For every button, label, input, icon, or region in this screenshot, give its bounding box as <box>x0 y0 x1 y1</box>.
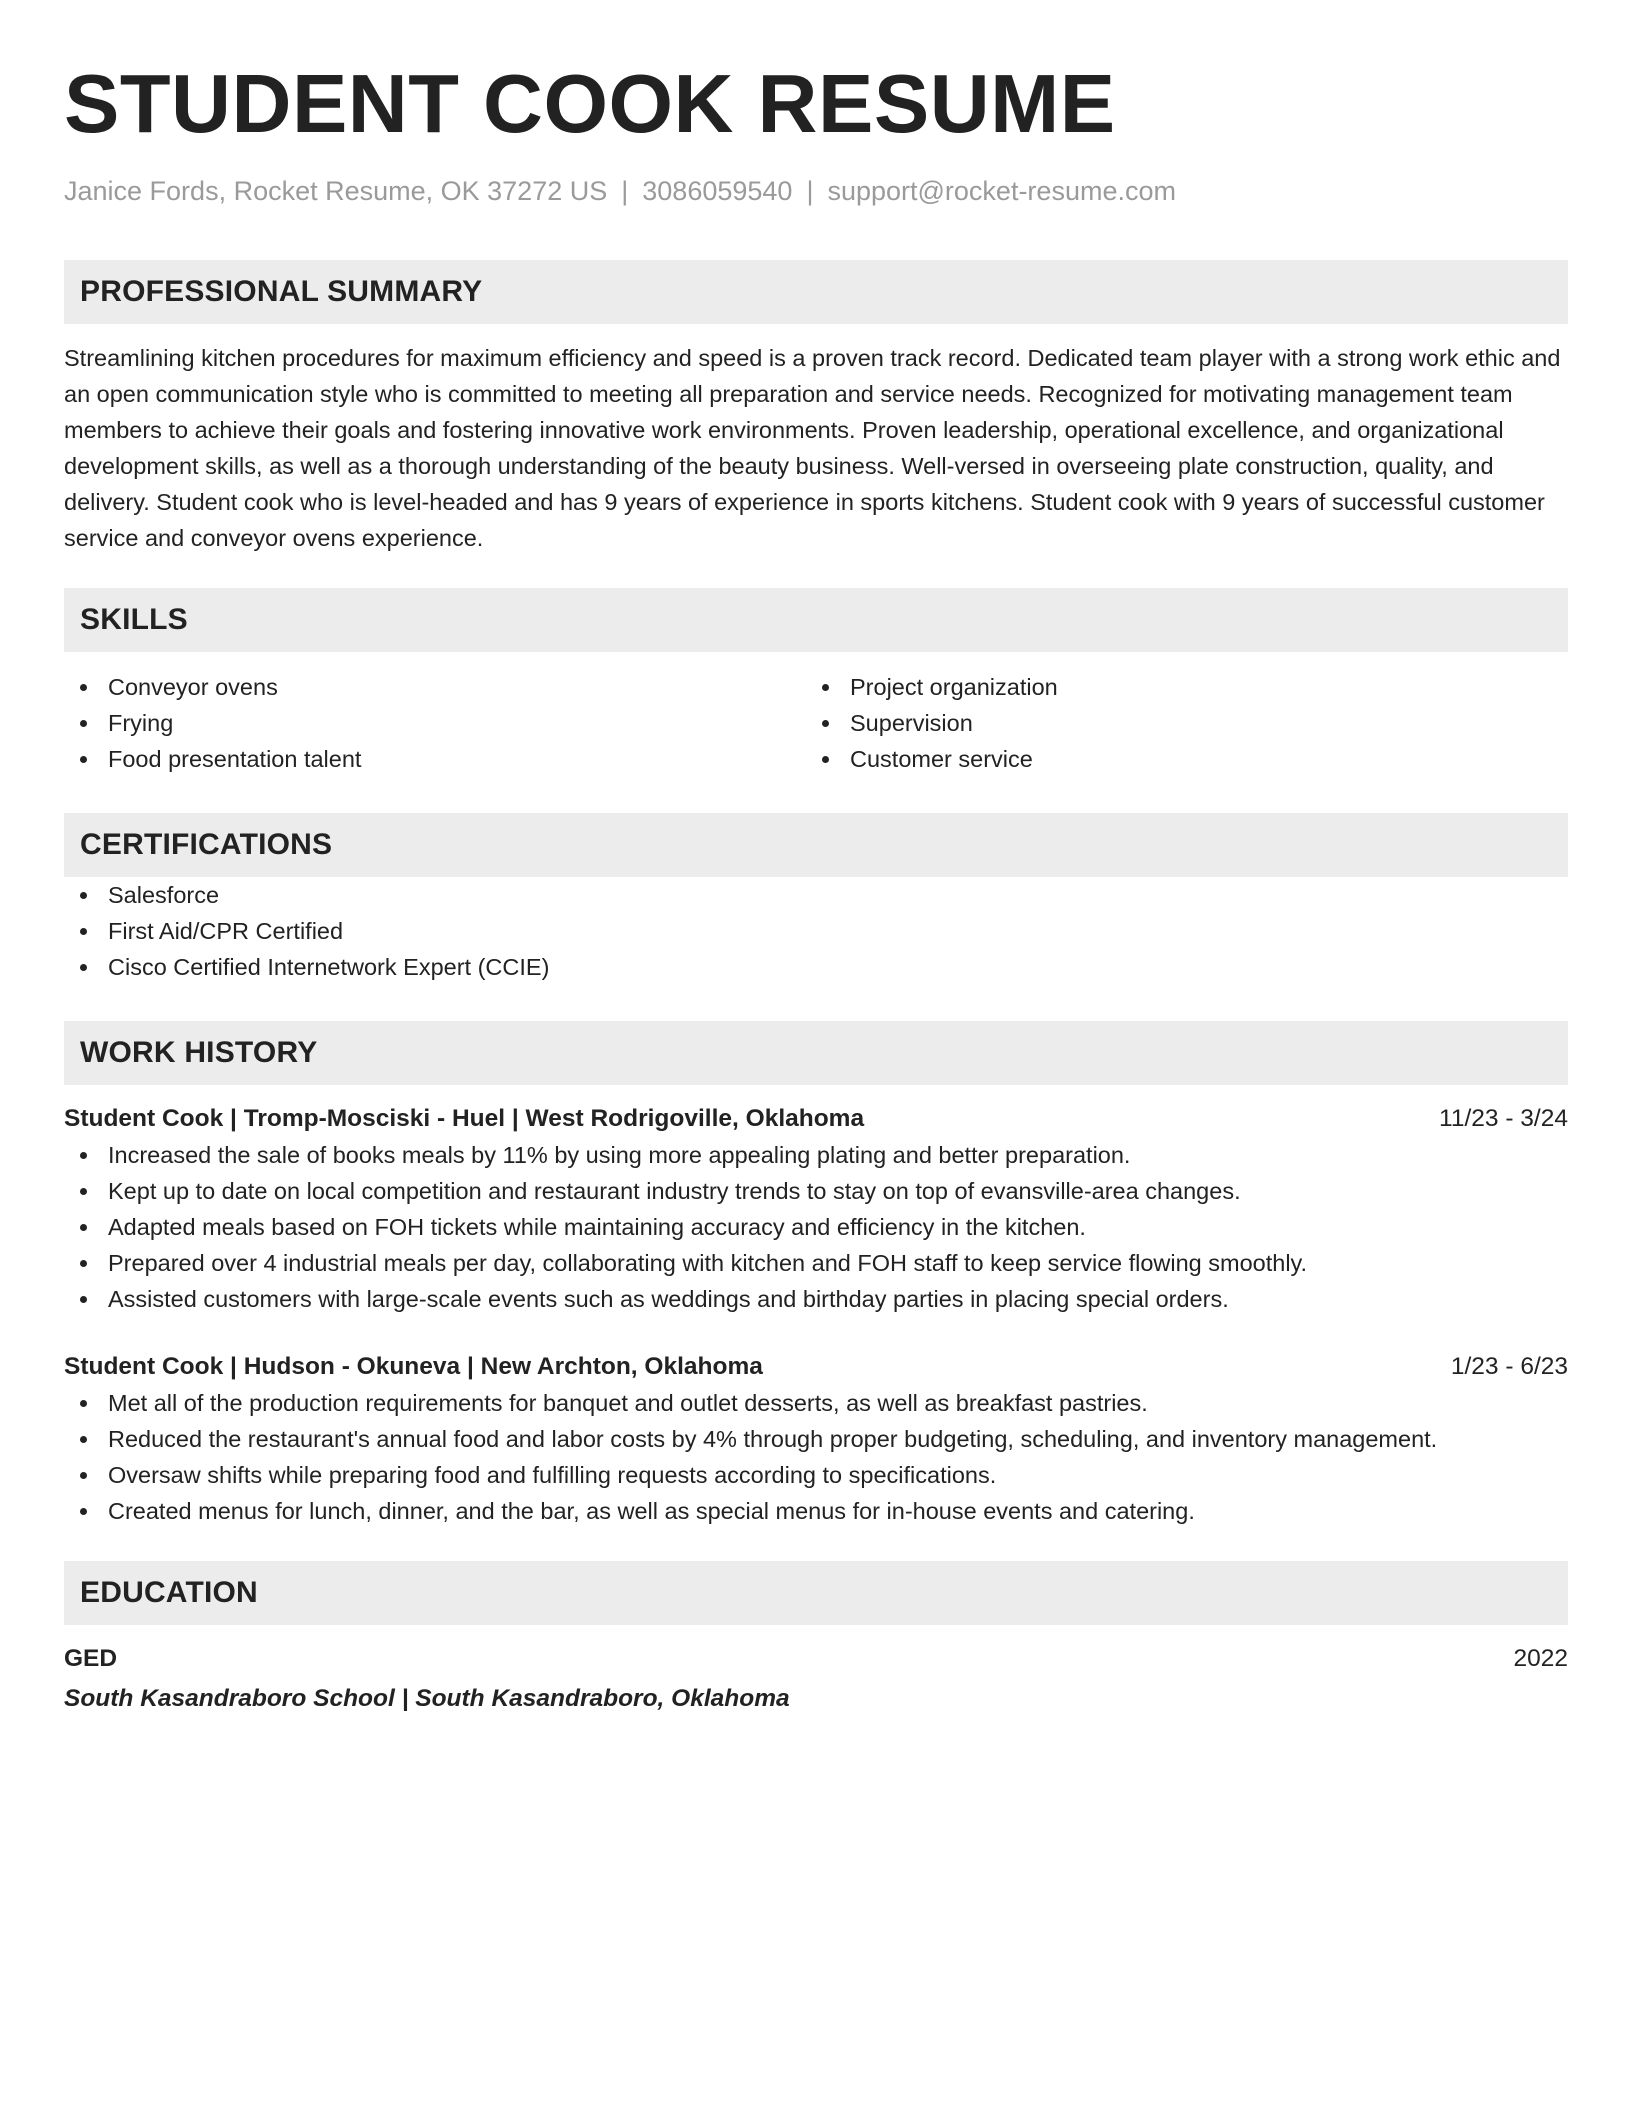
skills-list-right <box>806 669 1548 777</box>
contact-phone: 3086059540 <box>642 176 793 206</box>
contact-separator: | <box>621 176 629 206</box>
skill-item: Frying <box>64 705 806 741</box>
resume-title: STUDENT COOK RESUME <box>64 57 1116 150</box>
job-bullet: Reduced the restaurant's annual food and labor costs by 4% through proper budgeting, scheduling, and inventory management. <box>64 1421 1568 1457</box>
education-header <box>64 1641 1568 1677</box>
certifications-heading: CERTIFICATIONS <box>64 813 1568 877</box>
skill-item: Supervision <box>806 705 1548 741</box>
job-title: Student Cook | Hudson - Okuneva | New Archton, Oklahoma <box>64 1353 763 1380</box>
job-entry <box>64 1349 1568 1529</box>
job-bullet: Assisted customers with large-scale events such as weddings and birthday parties in placing special orders. <box>64 1281 1568 1317</box>
job-bullet: Kept up to date on local competition and restaurant industry trends to stay on top of evansville-area changes. <box>64 1173 1568 1209</box>
education-degree: GED <box>64 1645 118 1672</box>
summary-heading: PROFESSIONAL SUMMARY <box>64 260 1568 324</box>
certification-item: First Aid/CPR Certified <box>64 913 1568 949</box>
contact-email: support@rocket-resume.com <box>827 176 1176 206</box>
certification-item: Salesforce <box>64 877 1568 913</box>
job-bullet: Met all of the production requirements for banquet and outlet desserts, as well as breakfast pastries. <box>64 1385 1568 1421</box>
education-school: South Kasandraboro School | South Kasandraboro, Oklahoma <box>64 1685 790 1712</box>
job-entry <box>64 1101 1568 1317</box>
skills-list-left <box>64 669 806 777</box>
skill-item: Customer service <box>806 741 1548 777</box>
job-bullet: Prepared over 4 industrial meals per day, collaborating with kitchen and FOH staff to keep service flowing smoothly. <box>64 1245 1568 1281</box>
skills-column-left <box>64 669 806 777</box>
skill-item: Conveyor ovens <box>64 669 806 705</box>
work-history-heading: WORK HISTORY <box>64 1021 1568 1085</box>
certification-item: Cisco Certified Internetwork Expert (CCIE) <box>64 949 1568 985</box>
skills-column-right <box>806 669 1548 777</box>
job-bullet: Oversaw shifts while preparing food and fulfilling requests according to specifications. <box>64 1457 1568 1493</box>
contact-line <box>64 174 1568 208</box>
job-dates: 11/23 - 3/24 <box>1439 1105 1568 1132</box>
education-year: 2022 <box>1513 1645 1568 1672</box>
job-header <box>64 1349 1568 1385</box>
job-bullets <box>64 1385 1568 1529</box>
contact-address: Janice Fords, Rocket Resume, OK 37272 US <box>64 176 608 206</box>
certifications-list <box>64 877 1568 985</box>
job-dates: 1/23 - 6/23 <box>1450 1353 1568 1380</box>
job-bullets <box>64 1137 1568 1317</box>
job-bullet: Created menus for lunch, dinner, and the bar, as well as special menus for in-house events and catering. <box>64 1493 1568 1529</box>
skills-grid <box>64 669 1568 777</box>
skill-item: Project organization <box>806 669 1548 705</box>
job-bullet: Adapted meals based on FOH tickets while maintaining accuracy and efficiency in the kitchen. <box>64 1209 1568 1245</box>
skills-heading: SKILLS <box>64 588 1568 652</box>
contact-separator: | <box>806 176 814 206</box>
job-header <box>64 1101 1568 1137</box>
job-title: Student Cook | Tromp-Mosciski - Huel | West Rodrigoville, Oklahoma <box>64 1105 865 1132</box>
summary-text: Streamlining kitchen procedures for maximum efficiency and speed is a proven track record. Dedicated team player with a strong work ethic and an open communication style who is committed to meeting all preparation and service needs. Recognized for motivating management team members to achieve their goals and fostering innovative work environments. Proven leadership, operational excellence, and organizational development skills, as well as a thorough understanding of the beauty business. Well-versed in overseeing plate construction, quality, and delivery. Student cook who is level-headed and has 9 years of experience in sports kitchens. Student cook with 9 years of successful customer service and conveyor ovens experience. <box>64 345 1561 551</box>
job-bullet: Increased the sale of books meals by 11% by using more appealing plating and better preparation. <box>64 1137 1568 1173</box>
skill-item: Food presentation talent <box>64 741 806 777</box>
education-heading: EDUCATION <box>64 1561 1568 1625</box>
